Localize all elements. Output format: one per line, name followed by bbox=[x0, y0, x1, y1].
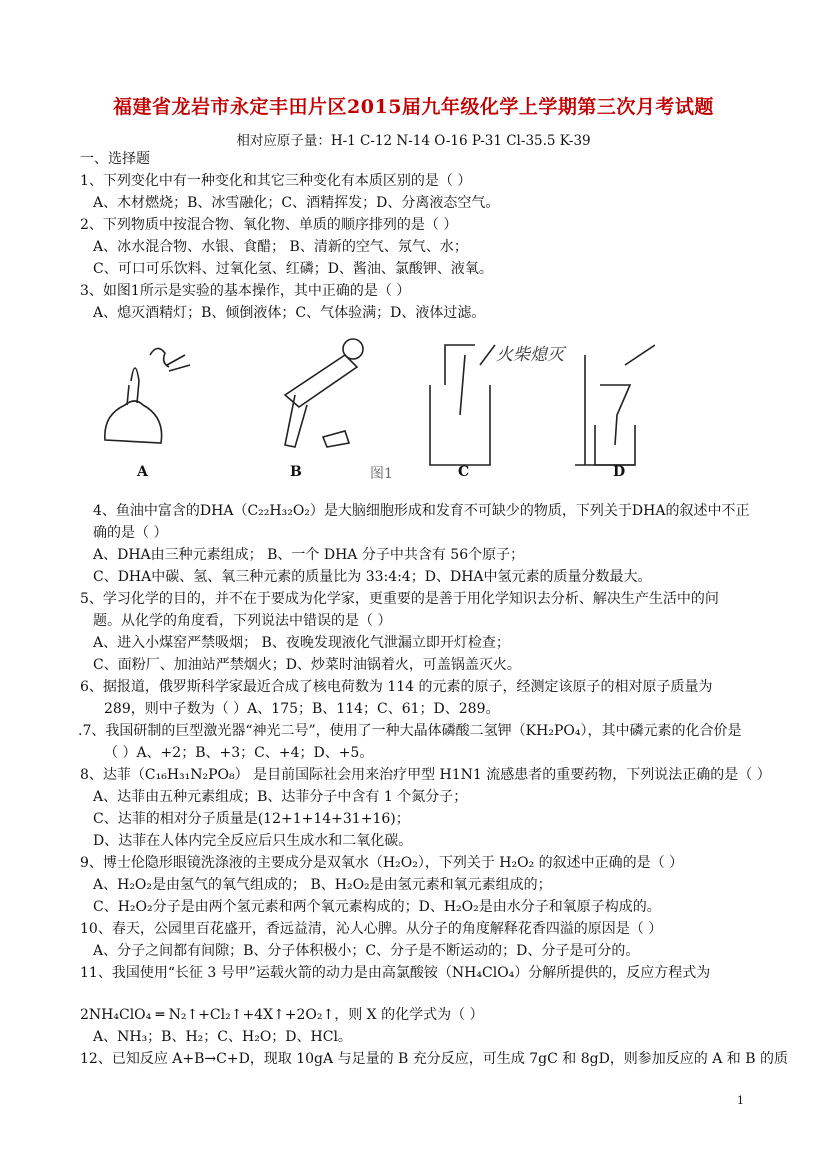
question-line: 10、春天，公园里百花盛开，香远益清，沁人心脾。从分子的角度解释花香四溢的原因是（ ） bbox=[80, 921, 663, 937]
question-line: A、NH₃；B、H₂；C、H₂O；D、HCl。 bbox=[93, 1029, 352, 1045]
question-line: 11、我国使用“长征 3 号甲”运载火箭的动力是由高氯酸铵（NH₄ClO₄）分解所提供的，反应方程式为 bbox=[80, 965, 711, 981]
question-line: 6、据报道，俄罗斯科学家最近合成了核电荷数为 114 的元素的原子，经测定该原子的相对原子质量为 bbox=[80, 679, 713, 695]
question-line: 题。从化学的角度看，下列说法中错误的是（ ） bbox=[93, 613, 392, 629]
figure-label-b: B bbox=[290, 464, 302, 480]
question-line: C、可口可乐饮料、过氧化氢、红磷；D、酱油、氯酸钾、液氧。 bbox=[93, 261, 493, 277]
question-line: A、DHA由三种元素组成； B、一个 DHA 分子中共含有 56个原子； bbox=[93, 547, 525, 563]
section-heading: 一、选择题 bbox=[80, 151, 150, 167]
question-line: C、达菲的相对分子质量是(12+1+14+31+16)； bbox=[93, 811, 410, 827]
question-line: .7、我国研制的巨型激光器“神光二号”，使用了一种大晶体磷酸二氢钾（KH₂PO₄），其中磷元素的化合价是 bbox=[78, 723, 742, 739]
question-line: 2NH₄ClO₄ ═ N₂↑+Cl₂↑+4X↑+2O₂↑，则 X 的化学式为（ ） bbox=[80, 1007, 484, 1023]
question-line: C、面粉厂、加油站严禁烟火；D、炒菜时油锅着火，可盖锅盖灭火。 bbox=[93, 657, 521, 673]
question-line: （ ）A、+2；B、+3；C、+4；D、+5。 bbox=[104, 745, 374, 761]
page-number: 1 bbox=[737, 1094, 744, 1107]
alcohol-lamp-drawing bbox=[105, 348, 190, 443]
figure-label-a: A bbox=[137, 464, 148, 480]
question-line: 289，则中子数为（ ）A、175；B、114；C、61；D、289。 bbox=[104, 701, 500, 717]
figure-caption: 图1 bbox=[370, 466, 393, 482]
figure-label-d: D bbox=[613, 464, 626, 480]
gas-test-drawing bbox=[430, 345, 495, 465]
filtration-drawing bbox=[575, 345, 655, 465]
question-line: A、冰水混合物、水银、食醋； B、清新的空气、氖气、水； bbox=[93, 239, 468, 255]
figure-label-c: C bbox=[458, 464, 470, 480]
question-line: 2、下列物质中按混合物、氧化物、单质的顺序排列的是（ ） bbox=[80, 217, 458, 233]
question-line: 3、如图1所示是实验的基本操作，其中正确的是（ ） bbox=[80, 283, 411, 299]
figure-lab-operations bbox=[95, 335, 655, 483]
question-line: A、达菲由五种元素组成；B、达菲分子中含有 1 个氮分子； bbox=[93, 789, 468, 805]
page-title: 福建省龙岩市永定丰田片区2015届九年级化学上学期第三次月考试题 bbox=[113, 96, 714, 118]
question-line: A、分子之间都有间隙；B、分子体积极小；C、分子是不断运动的；D、分子是可分的。 bbox=[93, 943, 640, 959]
figure-fire-text: 火柴熄灭 bbox=[496, 345, 564, 365]
question-line: C、DHA中碳、氢、氧三种元素的质量比为 33:4:4；D、DHA中氢元素的质量分数最大。 bbox=[93, 569, 652, 585]
question-line: 12、已知反应 A+B→C+D，现取 10gA 与足量的 B 充分反应，可生成 7gC 和 8gD，则参加反应的 A 和 B 的质 bbox=[80, 1051, 788, 1067]
question-line: A、熄灭酒精灯；B、倾倒液体；C、气体验满；D、液体过滤。 bbox=[93, 305, 486, 321]
question-line: 4、鱼油中富含的DHA（C₂₂H₃₂O₂）是大脑细胞形成和发育不可缺少的物质，下列关于DHA的叙述中不正 bbox=[93, 503, 750, 519]
question-line: D、达菲在人体内完全反应后只生成水和二氧化碳。 bbox=[93, 833, 413, 849]
question-line: 1、下列变化中有一种变化和其它三种变化有本质区别的是（ ） bbox=[80, 173, 472, 189]
question-line: A、木材燃烧；B、冰雪融化；C、酒精挥发；D、分离液态空气。 bbox=[93, 195, 500, 211]
atomic-masses: 相对应原子量：H-1 C-12 N-14 O-16 P-31 Cl-35.5 K-39 bbox=[236, 133, 591, 149]
question-line: 9、博士伦隐形眼镜洗涤液的主要成分是双氧水（H₂O₂），下列关于 H₂O₂ 的叙述中正确的是（ ） bbox=[80, 855, 684, 871]
question-line: 8、达菲（C₁₆H₃₁N₂PO₈） 是目前国际社会用来治疗甲型 H1N1 流感患者的重要药物，下列说法正确的是（ ） bbox=[80, 767, 771, 783]
pouring-liquid-drawing bbox=[285, 339, 363, 447]
question-line: 确的是（ ） bbox=[93, 525, 168, 541]
question-line: A、进入小煤窑严禁吸烟； B、夜晚发现液化气泄漏立即开灯检查； bbox=[93, 635, 510, 651]
question-line: C、H₂O₂分子是由两个氢元素和两个氧元素构成的；D、H₂O₂是由水分子和氧原子构成的。 bbox=[93, 899, 661, 915]
question-line: A、H₂O₂是由氢气的氧气组成的； B、H₂O₂是由氢元素和氧元素组成的； bbox=[93, 877, 552, 893]
question-line: 5、学习化学的目的，并不在于要成为化学家，更重要的是善于用化学知识去分析、解决生产生活中的问 bbox=[80, 591, 719, 607]
